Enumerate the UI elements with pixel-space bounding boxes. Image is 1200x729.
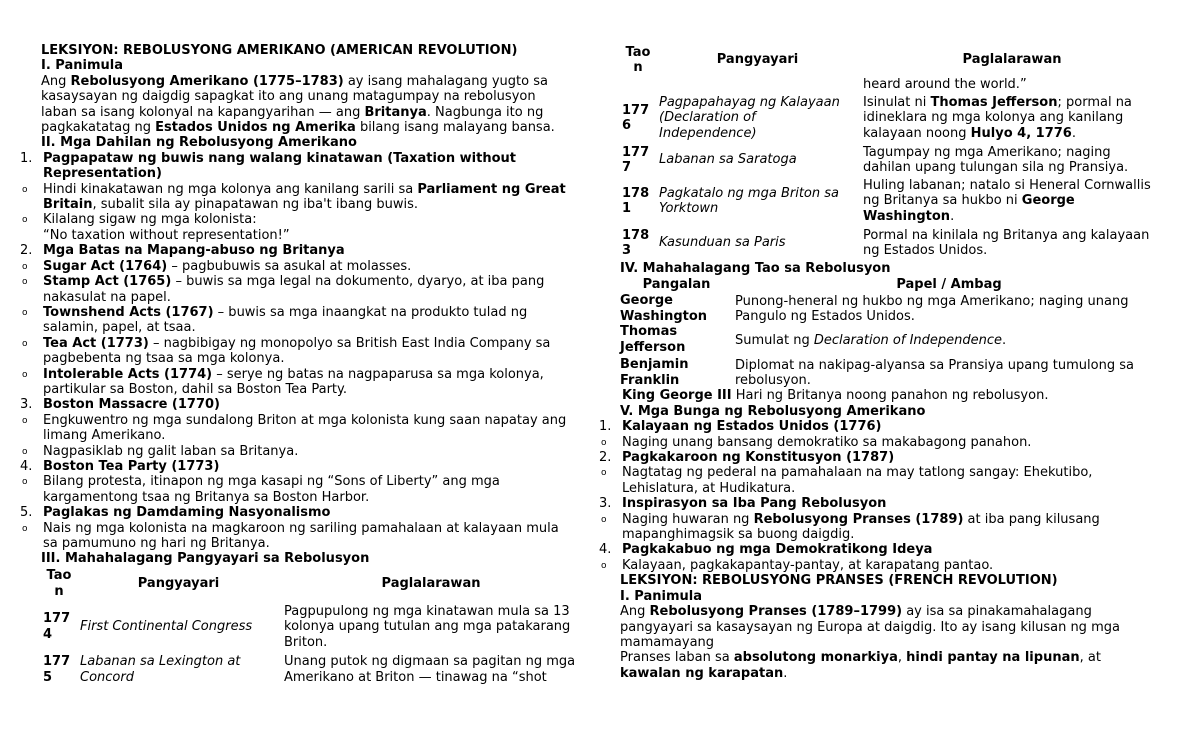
row-year: 178 1 [622, 185, 650, 216]
row-year: 177 6 [622, 102, 650, 133]
numbered-item: 1. Kalayaan ng Estados Unidos (1776) [599, 419, 882, 435]
row-event: Pagkatalo ng mga Briton sa Yorktown [659, 185, 839, 216]
row-event: Labanan sa Saratoga [659, 152, 797, 168]
section-heading-panimula: I. Panimula [41, 58, 123, 74]
bullet-circle-icon: o [22, 215, 28, 226]
bullet-circle-icon: o [601, 514, 607, 525]
bullet-item-cont: mapanghimagsik sa buong daigdig. [622, 527, 855, 543]
bullet-item: o Nagpasiklab ng galit laban sa Britanya. [22, 443, 299, 459]
row-year: 178 3 [622, 227, 650, 258]
bullet-circle-icon: o [22, 184, 28, 195]
table-header-row [620, 276, 1165, 293]
table-row [620, 76, 1165, 93]
bullet-item-cont: Britain, subalit sila ay pinapatawan ng iba't ibang buwis. [43, 197, 418, 213]
table-row [620, 357, 1165, 388]
bullet-circle-icon: o [601, 560, 607, 571]
section-heading-pangyayari: III. Mahahalagang Pangyayari sa Rebolusyon [41, 551, 370, 567]
bullet-circle-icon: o [22, 261, 28, 272]
row-desc: Pagpupulong ng mga kinatawan mula sa 13 kolonya upang tutulan ang mga patakarang Briton. [284, 603, 571, 650]
bullet-item: o Nais ng mga kolonista na magkaroon ng sariling pamahalaan at kalayaan mula [22, 520, 559, 536]
person-name: George Washington [620, 293, 708, 324]
bullet-circle-icon: o [601, 437, 607, 448]
bullet-circle-icon: o [22, 277, 28, 288]
fr-paragraph-line: Pranses laban sa absolutong monarkiya, hindi pantay na lipunan, at [620, 650, 1101, 666]
numbered-item-cont: Representation) [43, 166, 162, 182]
person-contrib: Punong-heneral ng hukbo ng mga Amerikano; naging unang Pangulo ng Estados Unidos. [735, 293, 1129, 324]
numbered-item: 3. Boston Massacre (1770) [20, 397, 220, 413]
section-heading-panimula-fr: I. Panimula [620, 588, 702, 604]
numbered-item: 3. Inspirasyon sa Iba Pang Rebolusyon [599, 496, 887, 512]
bullet-item: o Engkuwentro ng mga sundalong Briton at mga kolonista kung saan napatay ang [22, 412, 567, 428]
bullet-item-cont: pagbebenta ng tsaa sa mga kolonya. [43, 351, 285, 367]
row-event: Pagpapahayag ng Kalayaan (Declaration of Independence) [659, 94, 840, 141]
bullet-item: o Intolerable Acts (1774) – serye ng batas na nagpaparusa sa mga kolonya, [22, 366, 544, 382]
numbered-item: 2. Pagkakaroon ng Konstitusyon (1787) [599, 450, 895, 466]
bullet-circle-icon: o [22, 369, 28, 380]
section-heading-bunga: V. Mga Bunga ng Rebolusyong Amerikano [620, 403, 926, 419]
col-header-desc: Paglalarawan [381, 576, 481, 592]
bullet-circle-icon: o [22, 446, 28, 457]
bullet-item: o Nagtatag ng pederal na pamahalaan na may tatlong sangay: Ehekutibo, [601, 465, 1093, 481]
table-row [620, 324, 1165, 357]
right-column [599, 44, 1163, 681]
person-contrib: Diplomat na nakipag-alyansa sa Pransiya upang tumulong sa rebolusyon. [735, 357, 1134, 388]
bullet-item: o Naging huwaran ng Rebolusyong Pranses (1789) at iba pang kilusang [601, 511, 1100, 527]
numbered-item: 2. Mga Batas na Mapang-abuso ng Britanya [20, 243, 345, 259]
intro-paragraph-line: pagkakatatag ng Estados Unidos ng Amerika bilang isang malayang bansa. [41, 120, 555, 136]
section-heading-dahilan: II. Mga Dahilan ng Rebolusyong Amerikano [41, 135, 357, 151]
lesson-title: LEKSIYON: REBOLUSYONG AMERIKANO (AMERICAN REVOLUTION) [41, 43, 518, 58]
lesson-title-french: LEKSIYON: REBOLUSYONG PRANSES (FRENCH REVOLUTION) [620, 573, 1058, 589]
table-row [620, 293, 1165, 324]
bullet-item: o Tea Act (1773) – nagbibigay ng monopolyo sa British East India Company sa [22, 335, 551, 351]
person-name: Benjamin Franklin [620, 357, 689, 388]
row-desc: Pormal na kinilala ng Britanya ang kalayaan ng Estados Unidos. [863, 227, 1150, 258]
bullet-item: o Hindi kinakatawan ng mga kolonya ang kanilang sarili sa Parliament ng Great [22, 181, 566, 197]
people-table [620, 276, 1165, 388]
events-table [41, 567, 582, 687]
table-row [620, 93, 1165, 143]
numbered-item: 1. Pagpapataw ng buwis nang walang kinatawan (Taxation without [20, 150, 516, 166]
bullet-item-cont: nakasulat na papel. [43, 289, 171, 305]
numbered-item: 5. Paglakas ng Damdaming Nasyonalismo [20, 505, 331, 521]
intro-paragraph-line: Ang Rebolusyong Amerikano (1775–1783) ay isang mahalagang yugto sa [41, 73, 548, 89]
row-desc: Isinulat ni Thomas Jefferson; pormal na idineklara ng mga kolonya ang kanilang kalayaan noong Hulyo 4, 1776. [863, 94, 1132, 141]
col-header-event: Pangyayari [716, 52, 799, 68]
row-year: 177 5 [43, 654, 71, 685]
person-name: Thomas Jefferson [620, 324, 686, 355]
left-column [20, 43, 582, 687]
fr-paragraph-line: Ang Rebolusyong Pranses (1789–1799) ay isa sa pinakamahalagang [620, 604, 1092, 620]
bullet-item-cont: kargamentong tsaa ng Britanya sa Boston Harbor. [43, 489, 370, 505]
bullet-circle-icon: o [22, 338, 28, 349]
row-event: Labanan sa Lexington at Concord [80, 654, 241, 685]
bullet-circle-icon: o [22, 415, 28, 426]
row-event: First Continental Congress [80, 619, 253, 635]
bullet-item-cont: sa pamumuno ng hari ng Britanya. [43, 536, 270, 551]
row-desc: Huling labanan; natalo si Heneral Cornwallis ng Britanya sa hukbo ni George Washington. [863, 177, 1151, 224]
col-header-event: Pangyayari [137, 576, 220, 592]
table-row [620, 177, 1165, 225]
table-header-row [41, 567, 582, 601]
bullet-item: o Stamp Act (1765) – buwis sa mga legal na dokumento, dyaryo, at iba pang [22, 274, 545, 290]
intro-paragraph-line: kasaysayan ng daigdig sapagkat ito ang unang matagumpay na rebolusyon [41, 89, 536, 105]
bullet-circle-icon: o [22, 307, 28, 318]
numbered-item: 4. Pagkakabuo ng mga Demokratikong Ideya [599, 542, 933, 558]
events-table-continued [620, 44, 1165, 261]
bullet-circle-icon: o [22, 477, 28, 488]
row-desc: heard around the world.” [863, 76, 1027, 92]
row-event: Kasunduan sa Paris [659, 235, 786, 251]
bullet-circle-icon: o [601, 468, 607, 479]
col-header-year: Tao n [625, 44, 651, 75]
col-header-year: Tao n [46, 568, 72, 599]
bullet-item-cont: limang Amerikano. [43, 428, 166, 444]
bullet-item: o Bilang protesta, itinapon ng mga kasapi ng “Sons of Liberty” ang mga [22, 474, 500, 490]
row-desc: Tagumpay ng mga Amerikano; naging dahilan upang tulungan sila ng Pransiya. [863, 144, 1129, 175]
table-header-row [620, 44, 1165, 76]
bullet-item-cont: “No taxation without representation!” [43, 227, 290, 243]
bullet-item-cont: salamin, papel, at tsaa. [43, 320, 196, 336]
table-row [620, 143, 1165, 177]
fr-paragraph-line: mamamayang [620, 634, 715, 650]
person-row-king-george: King George III Hari ng Britanya noong panahon ng rebolusyon. [622, 388, 1049, 404]
row-year: 177 7 [622, 144, 650, 175]
bullet-item-cont: Lehislatura, at Hudikatura. [622, 480, 796, 496]
section-heading-tao: IV. Mahahalagang Tao sa Rebolusyon [620, 261, 891, 276]
table-row [41, 601, 582, 653]
bullet-item: o Townshend Acts (1767) – buwis sa mga inaangkat na produkto tulad ng [22, 304, 528, 320]
person-contrib: Sumulat ng Declaration of Independence. [735, 333, 1007, 349]
row-year: 177 4 [43, 611, 71, 642]
col-header-name: Pangalan [642, 277, 711, 293]
intro-paragraph-line: laban sa isang kolonyal na kapangyarihan — ang Britanya. Nagbunga ito ng [41, 104, 544, 120]
numbered-item: 4. Boston Tea Party (1773) [20, 458, 220, 474]
fr-paragraph-line: kawalan ng karapatan. [620, 665, 788, 681]
col-header-desc: Paglalarawan [962, 52, 1062, 68]
bullet-item: o Sugar Act (1764) – pagbubuwis sa asukal at molasses. [22, 258, 412, 274]
table-row [41, 653, 582, 687]
table-row [620, 225, 1165, 261]
bullet-item: o Naging unang bansang demokratiko sa makabagong panahon. [601, 434, 1032, 450]
bullet-item: o Kilalang sigaw ng mga kolonista: [22, 212, 257, 228]
bullet-item-cont: partikular sa Boston, dahil sa Boston Tea Party. [43, 381, 347, 397]
col-header-contrib: Papel / Ambag [896, 277, 1002, 293]
bullet-circle-icon: o [22, 523, 28, 534]
row-desc: Unang putok ng digmaan sa pagitan ng mga Amerikano at Briton — tinawag na “shot [284, 654, 576, 685]
bullet-item: o Kalayaan, pagkakapantay-pantay, at karapatang pantao. [601, 557, 994, 573]
fr-paragraph-line: pangyayari sa kasaysayan ng Europa at daigdig. Ito ay isang kilusan ng mga [620, 619, 1120, 635]
